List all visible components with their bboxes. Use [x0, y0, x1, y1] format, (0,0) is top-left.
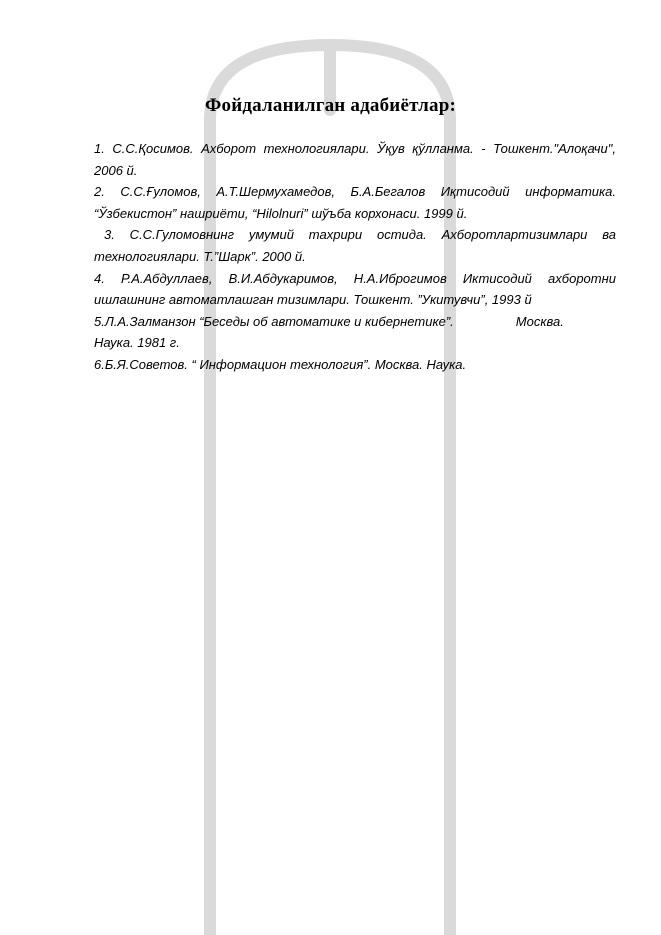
reference-item-5	[94, 311, 616, 354]
reference-item-3: 3. С.С.Гуломовнинг умумий тахрири остида. Ахборотлартизимлари ва технологиялари. Т.”Шарк”. 2000 й.	[94, 227, 616, 264]
reference-list	[94, 138, 616, 376]
reference-item-4: 4. Р.А.Абдуллаев, В.И.Абдукаримов, Н.А.Иброгимов Иктисодий ахборотни ишлашнинг автоматлашган тизимлари. Тошкент. ”Укитувчи”, 1993 й	[94, 270, 616, 308]
reference-5-text: 5.Л.А.Залманзон “Беседы об автоматике и кибернетике”.	[94, 313, 454, 329]
reference-5-publisher: Наука. 1981 г.	[94, 335, 180, 351]
reference-item-1: 1. С.С.Қосимов. Ахборот технологиялари. Ўқув қўлланма. - Тошкент."Алоқачи", 2006 й.	[94, 141, 616, 178]
reference-item-2: 2. С.С.Ғуломов, А.Т.Шермухамедов, Б.А.Бегалов Иқтисодий информатика. “Ўзбекистон” нашриёти, “Hilolnuri” шўъба корхонаси. 1999 й.	[94, 184, 616, 221]
page-title: Фойдаланилган адабиётлар:	[205, 95, 456, 116]
reference-item-6: 6.Б.Я.Советов. “ Информацион технология”. Москва. Наука.	[94, 356, 467, 372]
reference-5-city: Москва.	[515, 313, 564, 329]
